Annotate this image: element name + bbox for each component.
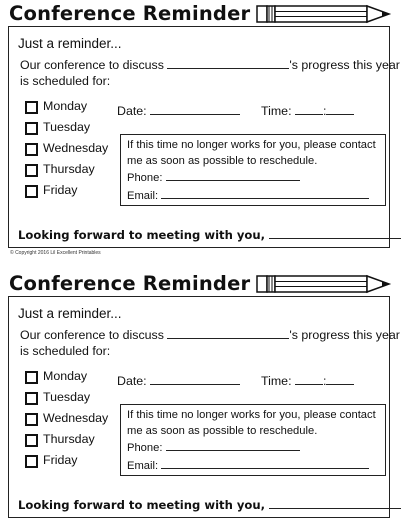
slip-title: Conference Reminder bbox=[9, 2, 251, 25]
closing-line bbox=[18, 227, 401, 242]
conference-line bbox=[20, 327, 400, 342]
email-row bbox=[127, 457, 379, 475]
reminder-slip-bottom bbox=[0, 270, 403, 525]
email-label: Email: bbox=[127, 459, 159, 472]
scheduled-line: is scheduled for: bbox=[20, 344, 111, 358]
phone-label: Phone: bbox=[127, 172, 163, 184]
signature-blank[interactable] bbox=[269, 497, 401, 509]
checkbox-icon[interactable] bbox=[25, 413, 38, 426]
reschedule-note bbox=[120, 134, 386, 206]
checkbox-icon[interactable] bbox=[25, 143, 38, 156]
note-line-1: If this time no longer works for you, please contact bbox=[127, 139, 376, 151]
closing-text: Looking forward to meeting with you, bbox=[18, 228, 266, 242]
phone-blank[interactable] bbox=[166, 169, 300, 181]
note-line-1: If this time no longer works for you, please contact bbox=[127, 409, 376, 421]
checkbox-icon[interactable] bbox=[25, 371, 38, 384]
conference-suffix: 's progress this year bbox=[289, 58, 400, 72]
reminder-box: Just a reminder... Our conference to discuss 's progress this year is scheduled for: Monday Tuesday Wednesday Thursday Friday Date: Time: : If this time no longer works for you, please contact me as soon as possible to reschedule. Phone: Email: Looking forward to meeting with you, bbox=[8, 26, 390, 248]
time-separator: : bbox=[322, 104, 327, 118]
checkbox-icon[interactable] bbox=[25, 392, 38, 405]
time-field bbox=[261, 103, 354, 118]
copyright-text: © Copyright 2016 Lil Excellent Printables bbox=[10, 250, 101, 256]
phone-row bbox=[127, 169, 379, 187]
email-blank[interactable] bbox=[161, 187, 369, 199]
pencil-icon bbox=[256, 273, 396, 295]
closing-line bbox=[18, 497, 401, 512]
phone-blank[interactable] bbox=[166, 439, 300, 451]
checkbox-icon[interactable] bbox=[25, 185, 38, 198]
reminder-box: Just a reminder... Our conference to discuss 's progress this year is scheduled for: Monday Tuesday Wednesday Thursday Friday Date: Time: : If this time no longer works for you, please contact me as soon as possible to reschedule. Phone: Email: Looking forward to meeting with you, bbox=[8, 296, 390, 518]
checkbox-icon[interactable] bbox=[25, 164, 38, 177]
lead-text: Just a reminder... bbox=[18, 36, 122, 51]
date-field bbox=[117, 103, 240, 118]
email-row bbox=[127, 187, 379, 205]
conference-prefix: Our conference to discuss bbox=[20, 58, 164, 72]
email-label: Email: bbox=[127, 189, 159, 202]
time-label: Time: bbox=[261, 104, 292, 118]
student-name-blank[interactable] bbox=[167, 327, 289, 339]
time-hour-blank[interactable] bbox=[295, 373, 323, 385]
conference-line bbox=[20, 57, 400, 72]
closing-text: Looking forward to meeting with you, bbox=[18, 498, 266, 512]
time-hour-blank[interactable] bbox=[295, 103, 323, 115]
reminder-slip-top bbox=[0, 0, 403, 255]
date-blank[interactable] bbox=[150, 103, 240, 115]
checkbox-icon[interactable] bbox=[25, 455, 38, 468]
date-field bbox=[117, 373, 240, 388]
time-minute-blank[interactable] bbox=[326, 103, 354, 115]
student-name-blank[interactable] bbox=[167, 57, 289, 69]
pencil-icon bbox=[256, 3, 396, 25]
conference-suffix: 's progress this year bbox=[289, 328, 400, 342]
time-separator: : bbox=[322, 374, 327, 388]
phone-row bbox=[127, 439, 379, 457]
time-label: Time: bbox=[261, 374, 292, 388]
checkbox-icon[interactable] bbox=[25, 101, 38, 114]
signature-blank[interactable] bbox=[269, 227, 401, 239]
time-minute-blank[interactable] bbox=[326, 373, 354, 385]
date-blank[interactable] bbox=[150, 373, 240, 385]
note-line-2: me as soon as possible to reschedule. bbox=[127, 424, 318, 437]
email-blank[interactable] bbox=[161, 457, 369, 469]
conference-prefix: Our conference to discuss bbox=[20, 328, 164, 342]
phone-label: Phone: bbox=[127, 442, 163, 454]
date-label: Date: bbox=[117, 104, 147, 118]
checkbox-icon[interactable] bbox=[25, 122, 38, 135]
date-label: Date: bbox=[117, 374, 147, 388]
checkbox-icon[interactable] bbox=[25, 434, 38, 447]
time-field bbox=[261, 373, 354, 388]
slip-title: Conference Reminder bbox=[9, 272, 251, 295]
scheduled-line: is scheduled for: bbox=[20, 74, 111, 88]
lead-text: Just a reminder... bbox=[18, 306, 122, 321]
reschedule-note bbox=[120, 404, 386, 476]
note-line-2: me as soon as possible to reschedule. bbox=[127, 154, 318, 167]
